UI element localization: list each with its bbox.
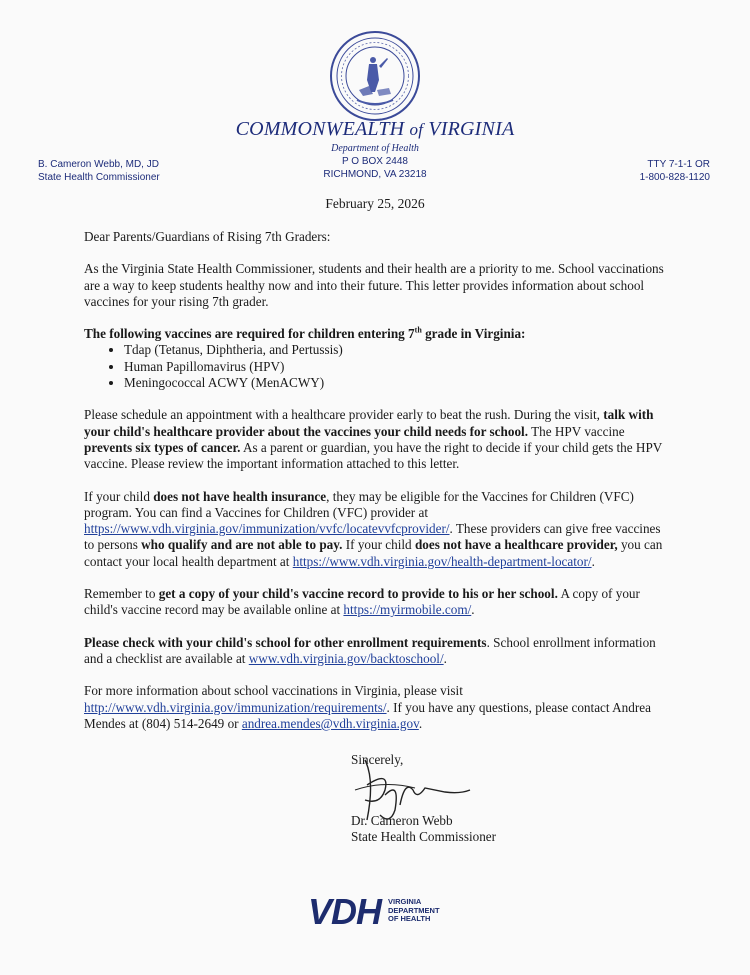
letter-date: February 25, 2026 <box>325 196 425 211</box>
myir-link[interactable]: https://myirmobile.com/ <box>343 602 472 618</box>
back-to-school-link[interactable]: www.vdh.virginia.gov/backtoschool/ <box>248 650 444 666</box>
list-item: • Tdap (Tetanus, Diphtheria, and Pertussis) <box>124 342 674 358</box>
enrollment-paragraph: Please check with your child's school for other enrollment requirements. School enrollment information and a checklist are available at www.vdh.virginia.gov/backtoschool/. <box>84 634 656 666</box>
vfc-provider-link[interactable]: https://www.vdh.virginia.gov/immunization/vvfc/locatevvfcprovider/ <box>84 521 450 537</box>
intro-paragraph: As the Virginia State Health Commissioner, students and their health are a priority to me. School vaccinations are a way to keep students healthy now and into their future. This letter provides information about school vaccines for your rising 7th grader. <box>84 261 664 309</box>
salutation: Dear Parents/Guardians of Rising 7th Graders: <box>84 229 331 244</box>
vdh-logo <box>308 893 440 931</box>
phone-block: TTY 7-1-1 OR 1-800-828-1120 <box>639 159 710 183</box>
health-department-locator-link[interactable]: https://www.vdh.virginia.gov/health-department-locator/ <box>292 553 592 569</box>
commissioner-block: B. Cameron Webb, MD, JD State Health Commissioner <box>38 159 160 183</box>
list-item: • Meningococcal ACWY (MenACWY) <box>124 375 674 391</box>
required-vaccines-list <box>84 342 674 391</box>
schedule-paragraph: Please schedule an appointment with a healthcare provider early to beat the rush. During the visit, talk with your child's healthcare provider about the vaccines your child needs for school. The HPV vaccine prevents six types of cancer. As a parent or guardian, you have the right to decide if your child gets the HPV vaccine. Please review the important information attached to this letter. <box>84 407 663 472</box>
required-vaccines-heading: The following vaccines are required for children entering 7th grade in Virginia: <box>84 325 526 342</box>
letter-body <box>84 229 674 748</box>
contact-paragraph: For more information about school vaccinations in Virginia, please visit http://www.vdh.virginia.gov/immunization/requirements/. If you have any questions, please contact Andrea Mendes at (804) 514-2649 or andrea.mendes@vdh.virginia.gov. <box>84 683 651 731</box>
virginia-state-seal-icon <box>329 30 421 122</box>
vdh-logo-text: VIRGINIA DEPARTMENT OF HEALTH <box>388 897 440 923</box>
signer-title: State Health Commissioner <box>351 829 497 844</box>
closing-signature-block <box>351 813 496 845</box>
mailing-address: P O BOX 2448 RICHMOND, VA 23218 <box>323 156 427 180</box>
requirements-link[interactable]: http://www.vdh.virginia.gov/immunization/requirements/ <box>84 699 387 715</box>
organization-name: COMMONWEALTH of VIRGINIA <box>235 118 515 140</box>
list-item: • Human Papillomavirus (HPV) <box>124 359 674 375</box>
vdh-logo-mark: VDH <box>308 891 382 932</box>
signer-name: Dr. Cameron Webb <box>351 813 453 828</box>
email-link[interactable]: andrea.mendes@vdh.virginia.gov <box>241 715 419 731</box>
insurance-paragraph: If your child does not have health insurance, they may be eligible for the Vaccines for Children (VFC) program. You can find a Vaccines for Children (VFC) provider at https://www.vdh.virginia.gov/immunization/vvfc/locatevvfcprovider/. These providers can give free vaccines to persons who qualify and are not able to pay. If your child does not have a healthcare provider, you can contact your local health department at https://www.vdh.virginia.gov/health-department-locator/. <box>84 488 663 569</box>
closing-sincerely: Sincerely, <box>351 752 404 767</box>
record-paragraph: Remember to get a copy of your child's vaccine record to provide to his or her school. A copy of your child's vaccine record may be available online at https://myirmobile.com/. <box>84 586 640 618</box>
department-name: Department of Health <box>331 143 419 154</box>
